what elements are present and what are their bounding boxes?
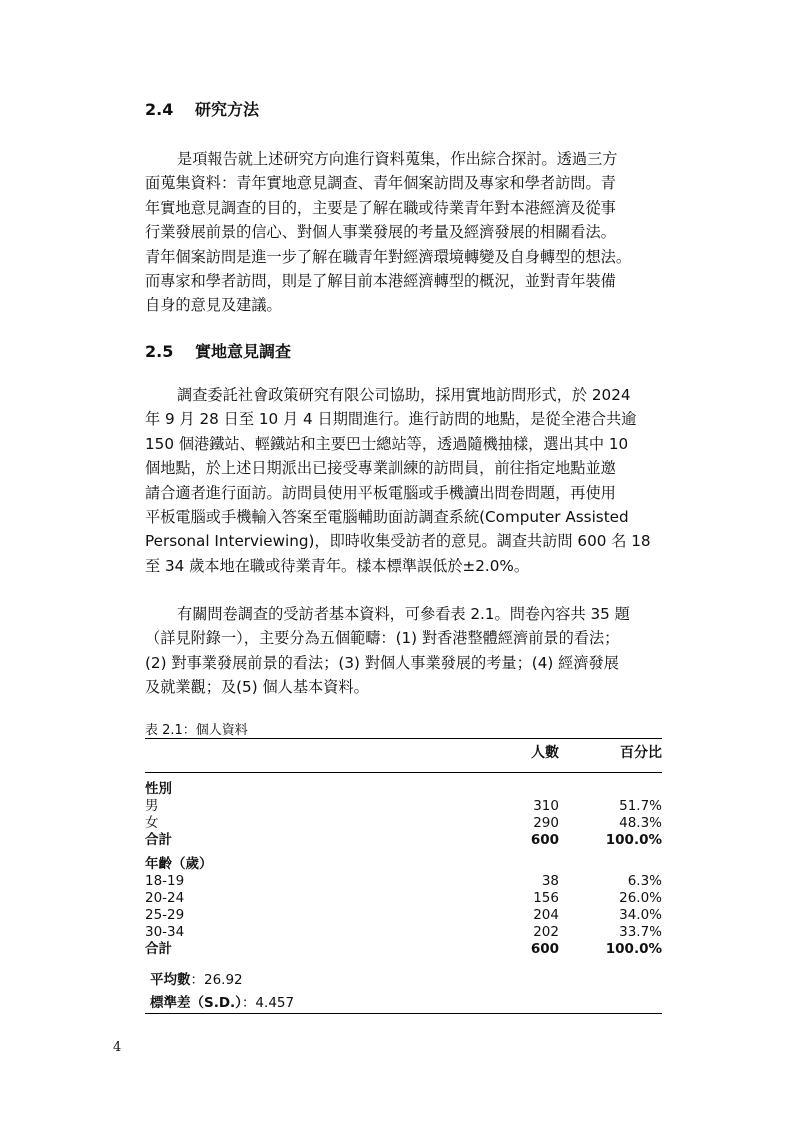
total-count: 600 — [530, 832, 559, 848]
paragraph-line: 行業發展前景的信心、對個人事業發展的考量及經濟發展的相關看法。 — [145, 223, 616, 242]
table-row — [145, 890, 662, 907]
row-count: 310 — [533, 798, 559, 814]
paragraph-line: Personal Interviewing)，即時收集受訪者的意見。調查共訪問 600 名 18 — [145, 532, 651, 551]
section-number: 2.4 — [145, 100, 174, 119]
total-label: 合計 — [145, 941, 172, 957]
group-label: 性別 — [145, 781, 172, 797]
mean-stat — [150, 968, 243, 988]
table-row — [145, 798, 662, 815]
section-2-4-heading — [145, 97, 259, 120]
section-number: 2.5 — [145, 342, 174, 361]
total-count: 600 — [530, 941, 559, 957]
paragraph-line: 自身的意見及建議。 — [145, 296, 282, 315]
paragraph-line: （詳見附錄一），主要分為五個範疇：(1) 對香港整體經濟前景的看法； — [145, 629, 620, 648]
row-count: 290 — [533, 815, 559, 831]
table-bottom-rule — [145, 1013, 662, 1014]
total-percent: 100.0% — [605, 941, 662, 957]
total-label: 合計 — [145, 832, 172, 848]
row-percent: 33.7% — [619, 924, 662, 940]
paragraph-line: 個地點，於上述日期派出已接受專業訓練的訪問員，前往指定地點並邀 — [145, 459, 616, 478]
table-total-row — [145, 941, 662, 958]
sd-label: 標準差（S.D.） — [150, 995, 242, 1011]
table-total-row — [145, 832, 662, 849]
paragraph-line: (2) 對事業發展前景的看法；(3) 對個人事業發展的考量；(4) 經濟發展 — [145, 653, 619, 672]
row-count: 204 — [533, 907, 559, 923]
row-count: 202 — [533, 924, 559, 940]
mean-value: ：26.92 — [190, 972, 243, 988]
paragraph-line: 面蒐集資料：青年實地意見調查、青年個案訪問及專家和學者訪問。青 — [145, 174, 616, 193]
paragraph-line: 150 個港鐵站、輕鐵站和主要巴士總站等，透過隨機抽樣，選出其中 10 — [145, 434, 629, 453]
section-2-5-heading — [145, 339, 291, 362]
section-title: 研究方法 — [195, 100, 260, 119]
mean-label: 平均數 — [150, 972, 191, 988]
paragraph-line: 及就業觀；及(5) 個人基本資料。 — [145, 678, 369, 697]
row-percent: 34.0% — [619, 907, 662, 923]
row-count: 38 — [541, 873, 559, 889]
paragraph-line: 有關問卷調查的受訪者基本資料，可參看表 2.1。問卷內容共 35 題 — [177, 605, 630, 623]
row-label: 男 — [145, 798, 159, 814]
paragraph-line: 請合適者進行面訪。訪問員使用平板電腦或手機讀出問卷問題，再使用 — [145, 483, 616, 502]
row-label: 18-19 — [145, 873, 185, 889]
sd-value: ：4.457 — [241, 995, 295, 1011]
row-percent: 48.3% — [619, 815, 662, 831]
row-label: 女 — [145, 815, 159, 831]
paragraph-line: 而專家和學者訪問，則是了解目前本港經濟轉型的概況，並對青年裝備 — [145, 272, 616, 291]
paragraph-line: 是項報告就上述研究方向進行資料蒐集，作出綜合探討。透過三方 — [177, 150, 618, 168]
table-group-age — [145, 849, 662, 873]
paragraph-line: 年 9 月 28 日至 10 月 4 日期間進行。進行訪問的地點，是從全港合共逾 — [145, 410, 637, 429]
paragraph-line: 平板電腦或手機輸入答案至電腦輔助面訪調查系統(Computer Assisted — [145, 508, 629, 527]
table-header-count: 人數 — [531, 745, 559, 761]
table-row — [145, 815, 662, 832]
row-percent: 6.3% — [627, 873, 662, 889]
row-label: 30-34 — [145, 924, 185, 940]
group-label: 年齡（歲） — [145, 856, 213, 872]
table-header-row — [145, 739, 662, 773]
row-count: 156 — [533, 890, 559, 906]
row-label: 25-29 — [145, 907, 185, 923]
table-header-percent: 百分比 — [620, 745, 662, 761]
table-group-gender — [145, 777, 662, 798]
section-2-5-paragraph-1 — [145, 383, 661, 578]
row-percent: 26.0% — [619, 890, 662, 906]
paragraph-line: 調查委託社會政策研究有限公司協助，採用實地訪問形式，於 2024 — [177, 386, 631, 404]
section-title: 實地意見調查 — [195, 342, 292, 361]
table-row — [145, 873, 662, 890]
table-row — [145, 924, 662, 941]
row-label: 20-24 — [145, 890, 185, 906]
paragraph-line: 至 34 歲本地在職或待業青年。樣本標準誤低於±2.0%。 — [145, 556, 530, 575]
total-percent: 100.0% — [605, 832, 662, 848]
section-2-5-paragraph-2 — [145, 602, 661, 700]
sd-stat — [150, 991, 294, 1011]
paragraph-line: 青年個案訪問是進一步了解在職青年對經濟環境轉變及自身轉型的想法。 — [145, 247, 631, 266]
row-percent: 51.7% — [619, 798, 662, 814]
personal-data-table — [145, 738, 662, 958]
table-row — [145, 907, 662, 924]
paragraph-line: 年實地意見調查的目的，主要是了解在職或待業青年對本港經濟及從事 — [145, 198, 616, 217]
table-caption: 表 2.1：個人資料 — [145, 723, 248, 738]
table-header-blank — [145, 739, 485, 773]
section-2-4-paragraph — [145, 147, 661, 318]
page-number: 4 — [113, 1040, 122, 1055]
